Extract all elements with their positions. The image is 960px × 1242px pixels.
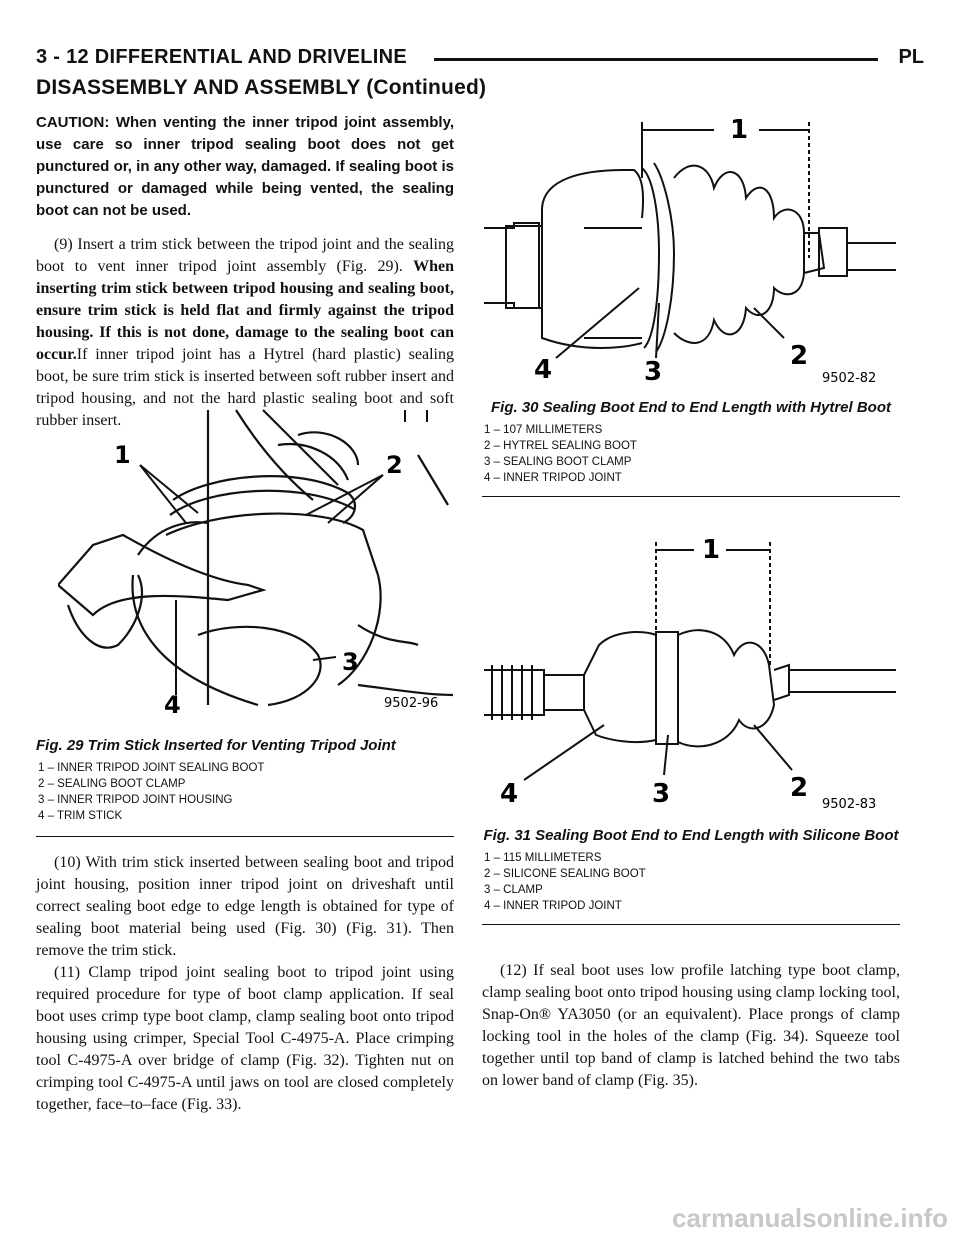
fig30-clamp <box>642 168 659 348</box>
fig29-housing-lobe <box>198 627 321 705</box>
fig30-leader-2 <box>754 308 784 338</box>
step-9 <box>36 234 454 432</box>
fig31-leader-2 <box>754 725 792 770</box>
step-9-text: (9) Insert a trim stick between the tripod joint and the sealing boot to vent inner tripod joint assembly (Fig. 29). <box>36 236 454 275</box>
fig31-illustration <box>484 530 896 815</box>
fig31-callout-1: 1 <box>702 535 721 565</box>
fig29-caption-block <box>36 736 454 837</box>
fig29-housing-base <box>358 625 418 645</box>
fig29-legend-4: 4 – TRIM STICK <box>38 810 123 822</box>
fig29-code: 9502-96 <box>384 696 439 711</box>
fig29-clamp-ring <box>170 491 354 515</box>
fig29-illustration <box>58 405 458 730</box>
fig31-legend-1: 1 – 115 MILLIMETERS <box>484 852 602 864</box>
fig29-tick <box>404 410 406 422</box>
fig31-leader-3 <box>664 735 668 775</box>
fig30-legend-3: 3 – SEALING BOOT CLAMP <box>484 456 632 468</box>
fig31-legend-2: 2 – SILICONE SEALING BOOT <box>484 868 646 880</box>
fig29-rule <box>36 836 454 837</box>
fig31-splines <box>492 665 532 720</box>
fig29-callout-1: 1 <box>114 441 131 469</box>
fig29-leader-3 <box>313 657 336 660</box>
fig30-boot-neck <box>804 233 824 273</box>
header-model: PL <box>898 46 924 68</box>
fig29-boot-fold <box>298 432 358 465</box>
fig31-boot-neck <box>774 665 789 700</box>
fig29-shaft-line <box>263 410 338 485</box>
caution-text: CAUTION: When venting the inner tripod joint assembly, use care so inner tripod sealing boot does not get punctured or, in any other way, damaged. If sealing boot is punctured or damaged while being vented, the sealing boot can not be used. <box>36 114 454 219</box>
fig31-legend-4: 4 – INNER TRIPOD JOINT <box>484 900 622 912</box>
fig31-callout-4: 4 <box>500 779 519 809</box>
fig30-housing-top <box>542 170 643 218</box>
section-title: DISASSEMBLY AND ASSEMBLY (Continued) <box>36 76 487 99</box>
step-9-warning: When inserting trim stick between tripod housing and sealing boot, ensure trim stick is held flat and firmly against the tripod housing. If this is not done, damage to the sealing boot can occur. <box>36 258 454 363</box>
page-header <box>36 44 924 74</box>
fig31-code: 9502-83 <box>822 797 877 812</box>
fig30-caption-block <box>482 398 900 497</box>
fig29-legend-1: 1 – INNER TRIPOD JOINT SEALING BOOT <box>38 762 265 774</box>
fig29-callout-3: 3 <box>342 648 359 676</box>
right-body-lower <box>482 960 900 1092</box>
step-12: (12) If seal boot uses low profile latching type boot clamp, clamp sealing boot onto tripod housing using clamp locking tool, Snap-On® YA3050 (or an equivalent). Place prongs of clamp locking tool in the holes of the clamp (Fig. 34). Squeeze tool together until top band of clamp is latched behind the two tabs on lower band of clamp (Fig. 35). <box>482 962 900 1089</box>
fig31-callout-3: 3 <box>652 779 671 809</box>
fig29-legend-3: 3 – INNER TRIPOD JOINT HOUSING <box>38 794 233 806</box>
fig29-trim-stick <box>58 535 263 615</box>
fig31-shaft-right <box>789 670 896 692</box>
fig30-rule <box>482 496 900 497</box>
fig30-shaft-left <box>484 223 539 308</box>
fig31-caption: Fig. 31 Sealing Boot End to End Length with Silicone Boot <box>483 827 899 844</box>
fig29-caption: Fig. 29 Trim Stick Inserted for Venting Tripod Joint <box>36 737 396 754</box>
fig30-code: 9502-82 <box>822 371 877 386</box>
fig31-shaft-neck <box>544 675 584 710</box>
fig29-tick <box>426 410 428 422</box>
fig30-shaft-end <box>506 226 542 308</box>
fig30-housing-band <box>584 228 642 338</box>
fig29-legend-2: 2 – SEALING BOOT CLAMP <box>38 778 186 790</box>
fig29-leader-1 <box>140 465 198 513</box>
watermark: carmanualsonline.info <box>672 1203 948 1233</box>
fig31-callout-2: 2 <box>790 773 809 803</box>
fig30-illustration <box>484 108 896 386</box>
fig31-clamp <box>656 632 678 744</box>
fig29-edge-line <box>418 455 448 505</box>
fig31-rule <box>482 924 900 925</box>
step-9-note: If inner tripod joint has a Hytrel (hard plastic) sealing boot, be sure trim stick is inserted between soft rubber insert and tripod housing, and not the hard plastic sealing boot and soft rubber insert. <box>36 346 454 429</box>
fig31-legend-3: 3 – CLAMP <box>484 884 543 896</box>
fig31-housing <box>584 632 656 742</box>
fig30-boot-bellows <box>674 166 804 343</box>
left-body-lower <box>36 852 454 1116</box>
fig30-legend-2: 2 – HYTREL SEALING BOOT <box>484 440 637 452</box>
fig29-callout-2: 2 <box>386 451 403 479</box>
step-10: (10) With trim stick inserted between sealing boot and tripod joint housing, position inner tripod joint on driveshaft until correct sealing boot edge to edge length is obtained for type of sealing boot material being used (Fig. 30) (Fig. 31). Then remove the trim stick. <box>36 854 454 959</box>
fig29-hand <box>68 575 142 648</box>
step-11: (11) Clamp tripod joint sealing boot to tripod joint using required procedure for type of boot clamp application. If seal boot uses crimp type boot clamp, clamp sealing boot onto tripod housing using crimper, Special Tool C-4975-A. Place crimping tool C-4975-A over bridge of clamp (Fig. 32). Tighten nut on crimping tool C-4975-A until jaws on tool are closed completely together, face–to–face (Fig. 33). <box>36 964 454 1113</box>
header-rule <box>434 58 878 61</box>
fig30-legend-4: 4 – INNER TRIPOD JOINT <box>484 472 622 484</box>
fig29-shaft-line <box>236 410 313 500</box>
fig29-boot-fold <box>278 444 348 480</box>
fig31-leader-4 <box>524 725 604 780</box>
fig31-boot-bellows <box>678 630 774 746</box>
fig30-callout-3: 3 <box>644 357 663 386</box>
fig29-leader-1 <box>140 465 186 523</box>
fig29-ground-line <box>358 685 453 695</box>
fig30-callout-4: 4 <box>534 355 553 385</box>
fig30-caption: Fig. 30 Sealing Boot End to End Length with Hytrel Boot <box>491 399 891 416</box>
fig31-caption-block <box>482 826 900 925</box>
fig30-legend-1: 1 – 107 MILLIMETERS <box>484 424 603 436</box>
fig29-housing-edge <box>132 575 258 705</box>
fig30-shaft-right <box>847 243 896 270</box>
fig30-callout-2: 2 <box>790 341 809 371</box>
left-column <box>36 112 454 432</box>
fig29-callout-4: 4 <box>164 691 181 719</box>
fig30-callout-1: 1 <box>730 115 749 145</box>
header-title: 3 - 12 DIFFERENTIAL AND DRIVELINE <box>36 46 408 68</box>
